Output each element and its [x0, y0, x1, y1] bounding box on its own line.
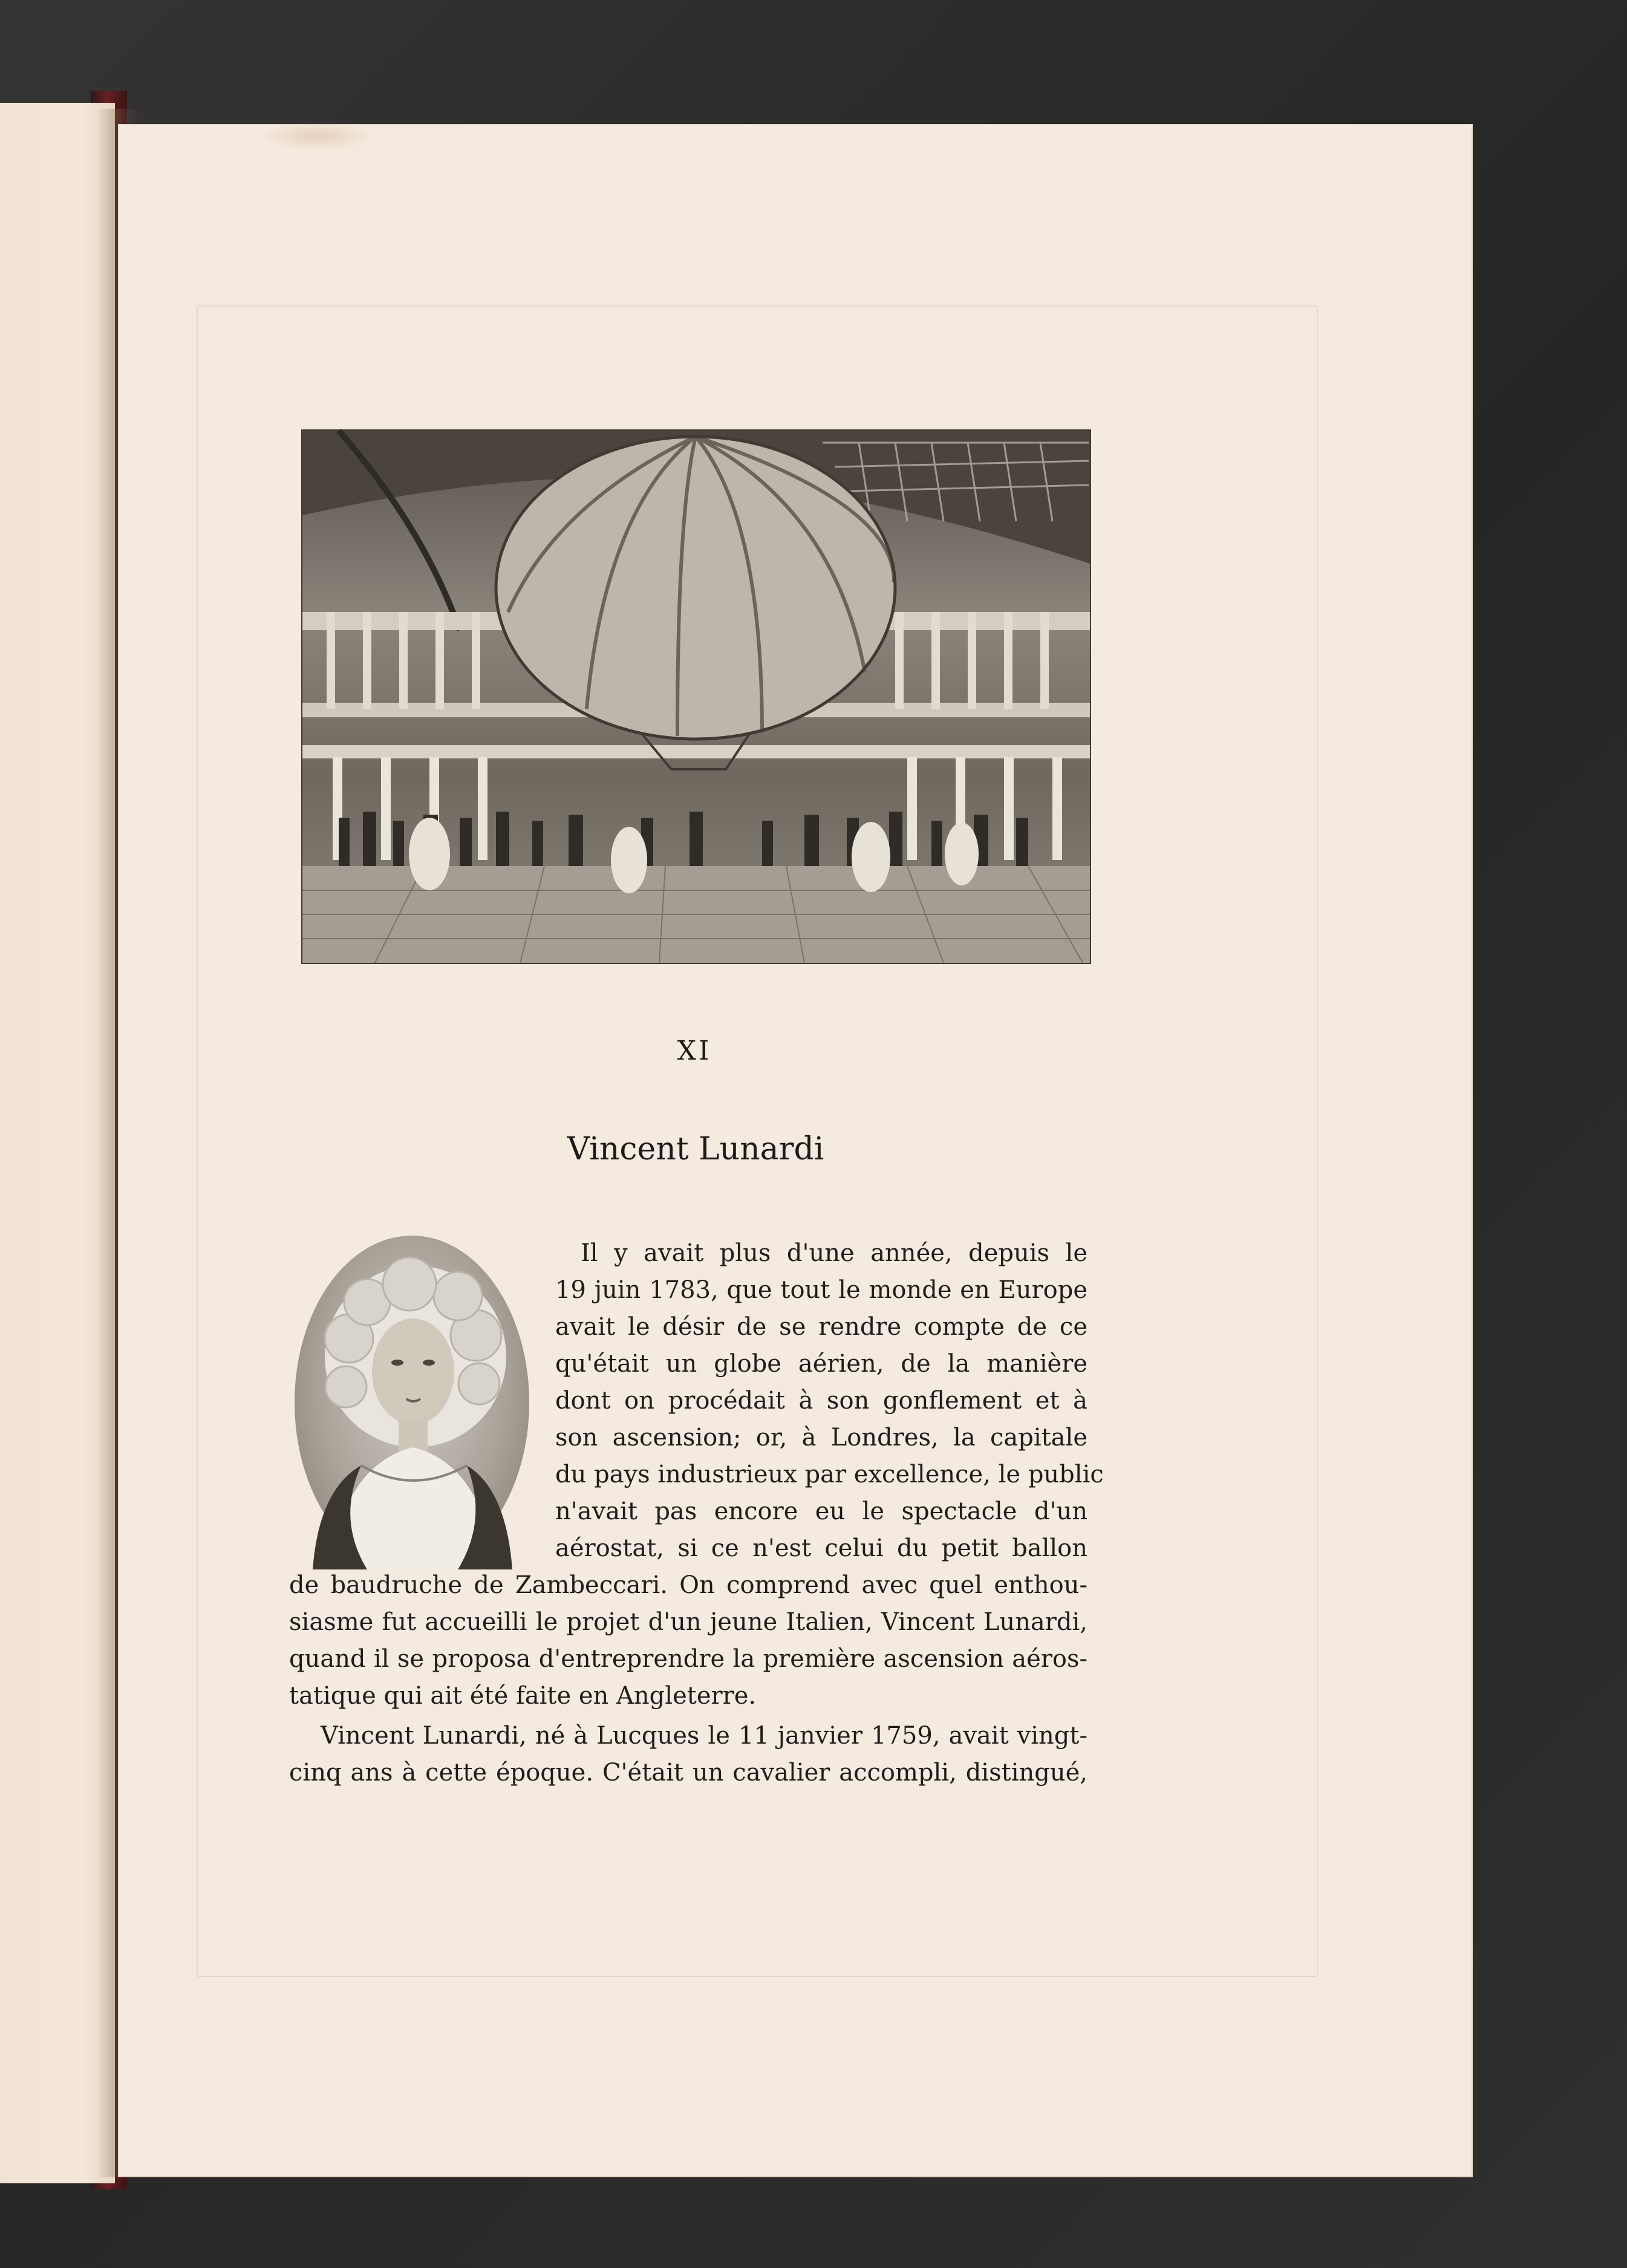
balloon-engraving-illustration: [301, 429, 1091, 964]
text-line: de baudruche de Zambeccari. On comprend avec quel enthou-: [289, 1571, 1087, 1599]
text-line: Il y avait plus d'une année, depuis le: [581, 1239, 1087, 1267]
text-line: du pays industrieux par excellence, le public: [555, 1461, 1104, 1488]
text-line: n'avait pas encore eu le spectacle d'un: [555, 1497, 1087, 1525]
foxing-stain: [260, 121, 375, 151]
portrait-oval-illustration: [295, 1236, 529, 1569]
text-line: qu'était un globe aérien, de la manière: [555, 1350, 1087, 1378]
text-line: son ascension; or, à Londres, la capitale: [555, 1424, 1087, 1452]
chapter-number: XI: [677, 1035, 712, 1066]
text-line: quand il se proposa d'entreprendre la première ascension aéros-: [289, 1645, 1087, 1673]
text-line: avait le désir de se rendre compte de ce: [555, 1313, 1087, 1341]
text-line: Vincent Lunardi, né à Lucques le 11 janvier 1759, avait vingt-: [321, 1722, 1087, 1750]
text-line: cinq ans à cette époque. C'était un cavalier accompli, distingué,: [289, 1759, 1087, 1787]
text-line: dont on procédait à son gonflement et à: [555, 1387, 1087, 1415]
chapter-title: Vincent Lunardi: [567, 1131, 824, 1167]
text-line: 19 juin 1783, que tout le monde en Europe: [555, 1276, 1087, 1304]
text-line: aérostat, si ce n'est celui du petit ballon: [555, 1534, 1087, 1562]
text-line: siasme fut accueilli le projet d'un jeune Italien, Vincent Lunardi,: [289, 1608, 1087, 1636]
text-line: tatique qui ait été faite en Angleterre.: [289, 1682, 757, 1710]
